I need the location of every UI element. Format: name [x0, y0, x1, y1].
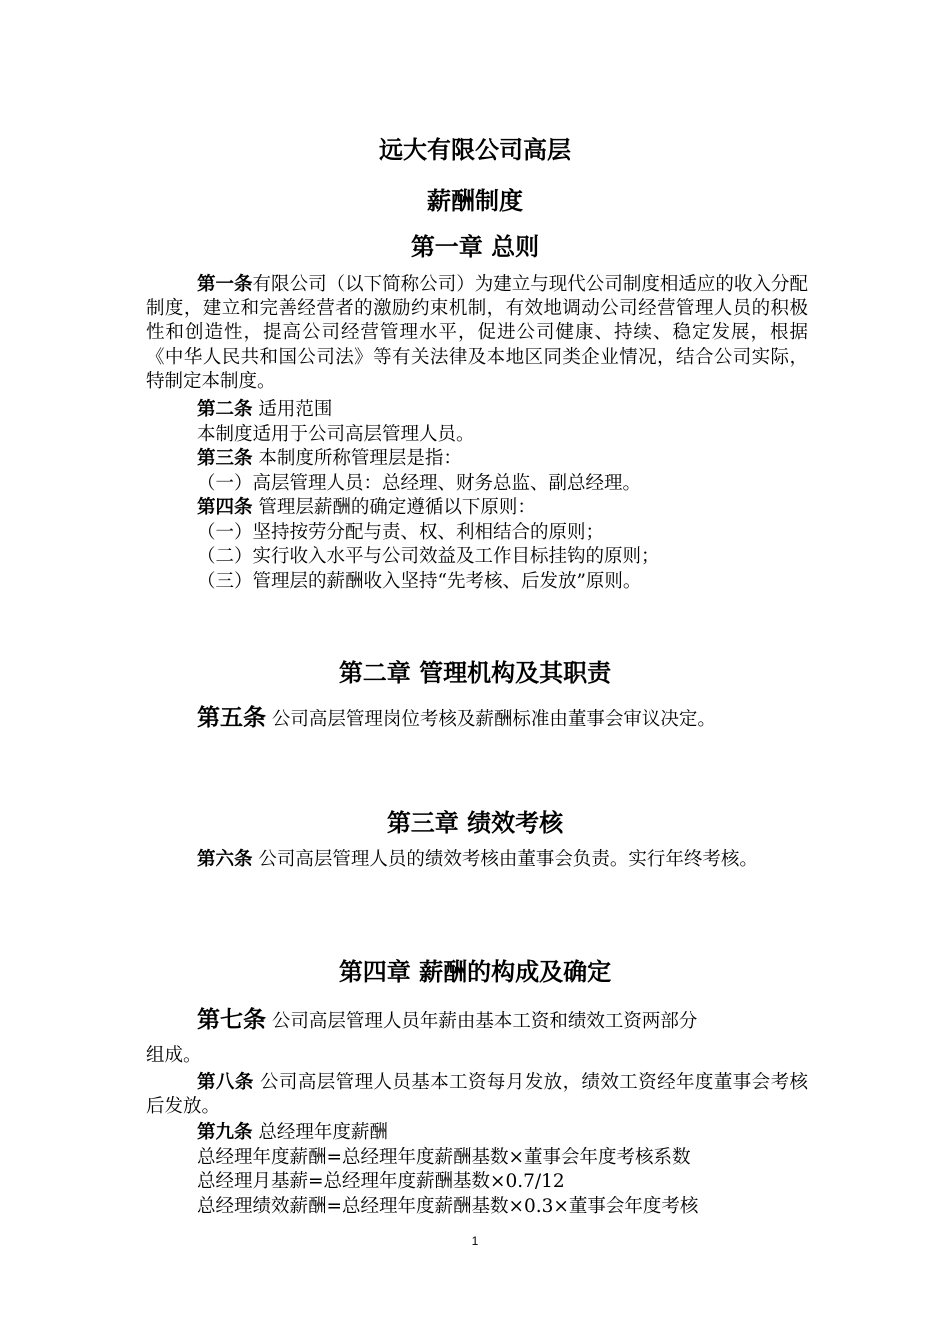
- chapter-3-heading: 第三章 绩效考核: [386, 809, 564, 837]
- article-9-label: 第九条: [197, 1122, 253, 1143]
- article-7: [197, 1008, 697, 1034]
- formula-monthly-base: 总经理月基薪=总经理年度薪酬基数×0.7/12: [197, 1171, 565, 1192]
- article-2-text: 本制度适用于公司高层管理人员。: [197, 424, 475, 445]
- article-6-text: 公司高层管理人员的绩效考核由董事会负责。实行年终考核。: [252, 849, 758, 870]
- article-6-label: 第六条: [197, 849, 253, 870]
- article-2-title: 适用范围: [252, 399, 333, 420]
- article-3: [197, 447, 462, 471]
- article-4-item-2: （二）实行收入水平与公司效益及工作目标挂钩的原则；: [197, 546, 660, 567]
- article-4-item-3: （三）管理层的薪酬收入坚持“先考核、后发放”原则。: [197, 571, 642, 592]
- article-2: [197, 398, 332, 422]
- article-3-label: 第三条: [197, 448, 253, 469]
- article-6: [146, 848, 808, 872]
- article-7-label: 第七条: [197, 1007, 266, 1033]
- formula-performance-pay: 总经理绩效薪酬=总经理年度薪酬基数×0.3×董事会年度考核: [197, 1196, 699, 1217]
- document-title: 远大有限公司高层: [379, 136, 571, 164]
- article-1-label: 第一条: [197, 274, 253, 295]
- article-4-item-1: （一）坚持按劳分配与责、权、利相结合的原则；: [197, 522, 605, 543]
- article-5-text: 公司高层管理岗位考核及薪酬标准由董事会审议决定。: [266, 709, 716, 730]
- chapter-1-heading: 第一章 总则: [410, 233, 540, 261]
- article-7-text-line-2: 组成。: [146, 1045, 202, 1066]
- article-4: [197, 496, 536, 520]
- article-8-text: 公司高层管理人员基本工资每月发放，绩效工资经年度董事会考核后发放。: [146, 1072, 808, 1118]
- article-4-label: 第四条: [197, 497, 253, 518]
- document-subtitle: 薪酬制度: [427, 187, 523, 215]
- chapter-2-heading: 第二章 管理机构及其职责: [338, 659, 612, 687]
- chapter-4-heading: 第四章 薪酬的构成及确定: [338, 958, 612, 986]
- article-3-item-1: （一）高层管理人员：总经理、财务总监、副总经理。: [197, 473, 642, 494]
- article-1: [146, 273, 808, 394]
- page-number: 1: [471, 1234, 479, 1248]
- article-4-text: 管理层薪酬的确定遵循以下原则：: [252, 497, 536, 518]
- article-5: [197, 706, 716, 732]
- article-8-label: 第八条: [197, 1072, 254, 1093]
- formula-annual-salary: 总经理年度薪酬=总经理年度薪酬基数×董事会年度考核系数: [197, 1147, 691, 1168]
- article-7-text-line-1: 公司高层管理人员年薪由基本工资和绩效工资两部分: [266, 1011, 698, 1032]
- article-9: [197, 1121, 388, 1145]
- article-3-text: 本制度所称管理层是指：: [252, 448, 462, 469]
- article-1-text: 有限公司（以下简称公司）为建立与现代公司制度相适应的收入分配制度，建立和完善经营者的激励约束机制，有效地调动公司经营管理人员的积极性和创造性，提高公司经营管理水平，促进公司健康、持续、稳定发展，根据《中华人民共和国公司法》等有关法律及本地区同类企业情况，结合公司实际，特制定本制度。: [146, 274, 808, 392]
- article-9-title: 总经理年度薪酬: [252, 1122, 388, 1143]
- article-5-label: 第五条: [197, 705, 266, 731]
- article-8: [146, 1071, 808, 1119]
- article-2-label: 第二条: [197, 399, 253, 420]
